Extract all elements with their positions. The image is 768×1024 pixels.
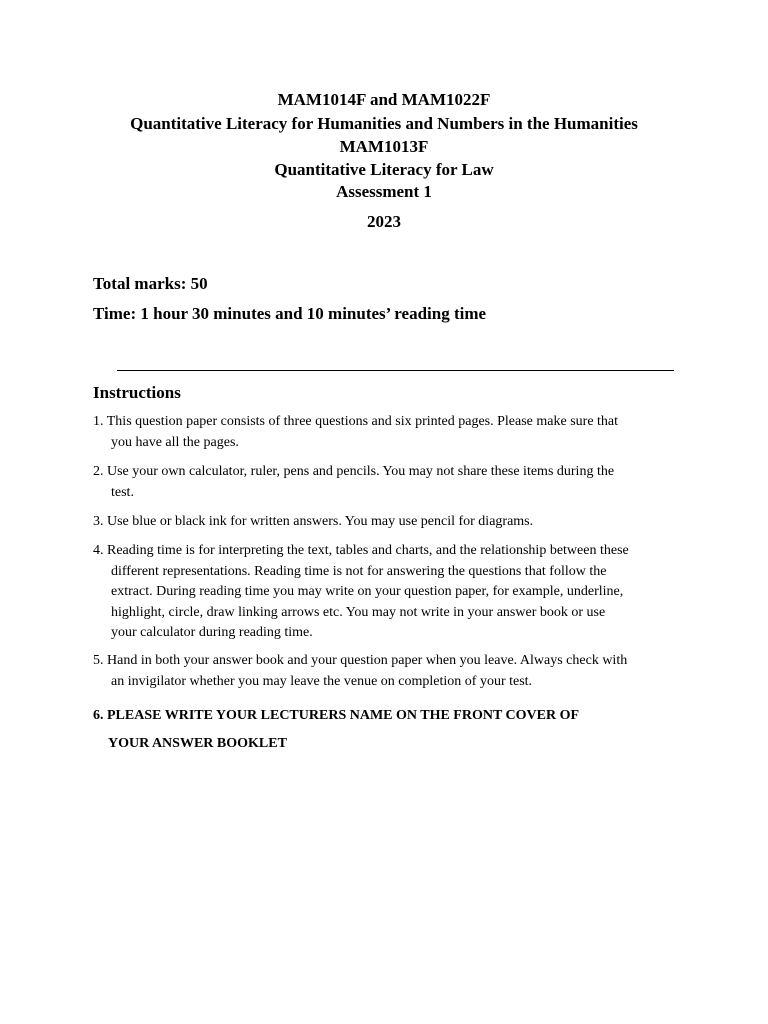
instruction-line: you have all the pages. [111, 434, 239, 450]
law-course-code: MAM1013F [339, 137, 429, 156]
assessment-title: Assessment 1 [336, 182, 432, 201]
law-course-name: Quantitative Literacy for Law [274, 160, 494, 179]
course-names: Quantitative Literacy for Humanities and Numbers in the Humanities [130, 114, 638, 133]
instruction-line: extract. During reading time you may write on your question paper, for example, underline, [111, 584, 624, 599]
instruction-line: an invigilator whether you may leave the venue on completion of your test. [111, 673, 533, 689]
instruction-line: highlight, circle, draw linking arrows etc. You may not write in your answer book or use [111, 604, 606, 620]
instruction-line: 6. PLEASE WRITE YOUR LECTURERS NAME ON THE FRONT COVER OF [93, 708, 580, 723]
time-allowed: Time: 1 hour 30 minutes and 10 minutes’ reading time [93, 304, 487, 323]
instruction-line: different representations. Reading time is not for answering the questions that follow the [111, 563, 607, 579]
instruction-item [93, 462, 675, 503]
instruction-line: YOUR ANSWER BOOKLET [108, 736, 287, 751]
instruction-item [93, 512, 675, 533]
instruction-item [93, 651, 675, 692]
instruction-item [93, 412, 675, 453]
instruction-line: 2. Use your own calculator, ruler, pens and pencils. You may not share these items during the [93, 464, 615, 479]
instructions-heading: Instructions [93, 383, 181, 402]
instruction-line: test. [111, 484, 134, 500]
instruction-item-important [93, 702, 675, 758]
instruction-line: 4. Reading time is for interpreting the text, tables and charts, and the relationship between these [93, 543, 629, 558]
course-codes: MAM1014F and MAM1022F [277, 90, 491, 109]
divider-line [117, 370, 674, 371]
instruction-line: 3. Use blue or black ink for written answers. You may use pencil for diagrams. [93, 514, 534, 529]
instruction-item [93, 541, 675, 644]
total-marks: Total marks: 50 [93, 274, 208, 293]
instruction-line: 1. This question paper consists of three questions and six printed pages. Please make sure that [93, 414, 619, 429]
assessment-year: 2023 [367, 212, 401, 231]
instruction-line: your calculator during reading time. [111, 625, 313, 640]
instruction-line: 5. Hand in both your answer book and your question paper when you leave. Always check with [93, 653, 628, 668]
